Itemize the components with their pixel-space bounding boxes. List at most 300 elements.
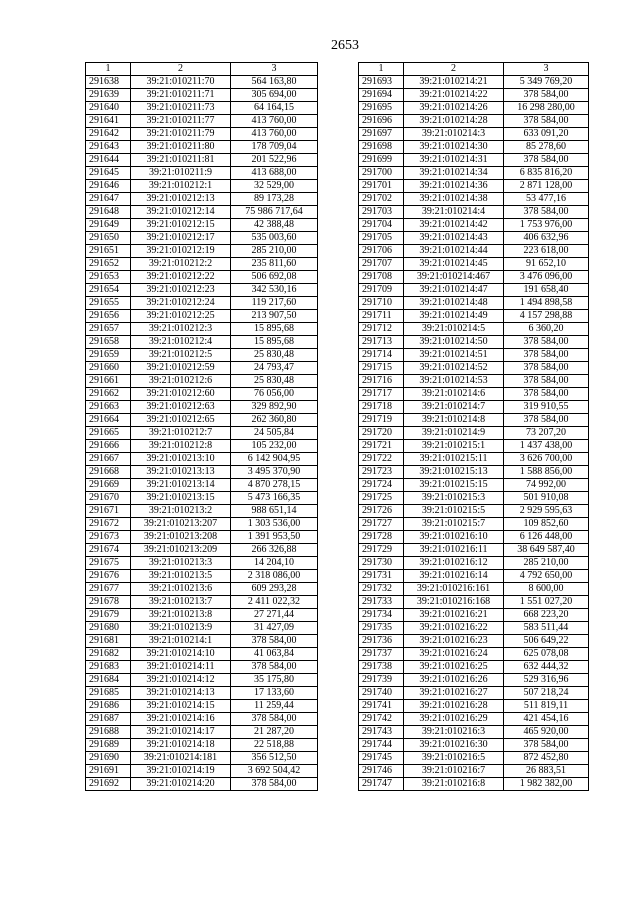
- table-row: [359, 427, 589, 440]
- cadastral-value-cell: 1 437 438,00: [504, 440, 589, 453]
- cadastral-value-cell: 11 259,44: [231, 700, 318, 713]
- cadastral-number-cell: 39:21:010214:20: [131, 778, 231, 791]
- cadastral-value-cell: 235 811,60: [231, 258, 318, 271]
- record-number-cell: 291687: [86, 713, 131, 726]
- record-number-cell: 291689: [86, 739, 131, 752]
- cadastral-value-cell: 5 473 166,35: [231, 492, 318, 505]
- record-number-cell: 291648: [86, 206, 131, 219]
- table-row: [359, 375, 589, 388]
- cadastral-value-cell: 872 452,80: [504, 752, 589, 765]
- cadastral-number-cell: 39:21:010216:30: [404, 739, 504, 752]
- cadastral-number-cell: 39:21:010212:3: [131, 323, 231, 336]
- table-row: [86, 141, 318, 154]
- cadastral-number-cell: 39:21:010216:5: [404, 752, 504, 765]
- cadastral-number-cell: 39:21:010216:161: [404, 583, 504, 596]
- record-number-cell: 291674: [86, 544, 131, 557]
- cadastral-value-cell: 73 207,20: [504, 427, 589, 440]
- cadastral-value-cell: 632 444,32: [504, 661, 589, 674]
- cadastral-value-cell: 14 204,10: [231, 557, 318, 570]
- register-table-right: [358, 62, 589, 791]
- table-row: [86, 453, 318, 466]
- record-number-cell: 291713: [359, 336, 404, 349]
- table-row: [359, 271, 589, 284]
- cadastral-number-cell: 39:21:010214:30: [404, 141, 504, 154]
- record-number-cell: 291657: [86, 323, 131, 336]
- cadastral-value-cell: 378 584,00: [504, 388, 589, 401]
- cadastral-number-cell: 39:21:010214:36: [404, 180, 504, 193]
- table-row: [359, 661, 589, 674]
- record-number-cell: 291672: [86, 518, 131, 531]
- record-number-cell: 291662: [86, 388, 131, 401]
- cadastral-value-cell: 609 293,28: [231, 583, 318, 596]
- cadastral-value-cell: 17 133,60: [231, 687, 318, 700]
- record-number-cell: 291705: [359, 232, 404, 245]
- table-row: [86, 544, 318, 557]
- cadastral-number-cell: 39:21:010214:181: [131, 752, 231, 765]
- record-number-cell: 291686: [86, 700, 131, 713]
- cadastral-value-cell: 24 793,47: [231, 362, 318, 375]
- cadastral-number-cell: 39:21:010214:4: [404, 206, 504, 219]
- cadastral-number-cell: 39:21:010213:8: [131, 609, 231, 622]
- record-number-cell: 291743: [359, 726, 404, 739]
- cadastral-value-cell: 2 929 595,63: [504, 505, 589, 518]
- table-row: [86, 180, 318, 193]
- cadastral-value-cell: 35 175,80: [231, 674, 318, 687]
- cadastral-number-cell: 39:21:010211:80: [131, 141, 231, 154]
- cadastral-number-cell: 39:21:010216:25: [404, 661, 504, 674]
- table-row: [359, 154, 589, 167]
- table-row: [359, 206, 589, 219]
- table-row: [86, 752, 318, 765]
- record-number-cell: 291659: [86, 349, 131, 362]
- cadastral-value-cell: 25 830,48: [231, 375, 318, 388]
- table-row: [359, 180, 589, 193]
- table-row: [86, 726, 318, 739]
- cadastral-number-cell: 39:21:010212:22: [131, 271, 231, 284]
- cadastral-number-cell: 39:21:010214:28: [404, 115, 504, 128]
- table-row: [86, 583, 318, 596]
- cadastral-value-cell: 1 588 856,00: [504, 466, 589, 479]
- table-row: [86, 518, 318, 531]
- cadastral-number-cell: 39:21:010216:10: [404, 531, 504, 544]
- cadastral-value-cell: 378 584,00: [504, 89, 589, 102]
- cadastral-number-cell: 39:21:010216:7: [404, 765, 504, 778]
- cadastral-value-cell: 378 584,00: [231, 661, 318, 674]
- record-number-cell: 291736: [359, 635, 404, 648]
- table-row: [359, 479, 589, 492]
- cadastral-value-cell: 213 907,50: [231, 310, 318, 323]
- cadastral-number-cell: 39:21:010214:8: [404, 414, 504, 427]
- cadastral-value-cell: 6 360,20: [504, 323, 589, 336]
- cadastral-number-cell: 39:21:010213:14: [131, 479, 231, 492]
- cadastral-number-cell: 39:21:010212:65: [131, 414, 231, 427]
- cadastral-value-cell: 223 618,00: [504, 245, 589, 258]
- table-row: [86, 479, 318, 492]
- record-number-cell: 291737: [359, 648, 404, 661]
- cadastral-value-cell: 356 512,50: [231, 752, 318, 765]
- cadastral-number-cell: 39:21:010214:10: [131, 648, 231, 661]
- record-number-cell: 291667: [86, 453, 131, 466]
- record-number-cell: 291690: [86, 752, 131, 765]
- record-number-cell: 291735: [359, 622, 404, 635]
- cadastral-number-cell: 39:21:010212:13: [131, 193, 231, 206]
- record-number-cell: 291645: [86, 167, 131, 180]
- cadastral-number-cell: 39:21:010216:12: [404, 557, 504, 570]
- record-number-cell: 291742: [359, 713, 404, 726]
- cadastral-number-cell: 39:21:010211:9: [131, 167, 231, 180]
- cadastral-value-cell: 3 692 504,42: [231, 765, 318, 778]
- cadastral-value-cell: 319 910,55: [504, 401, 589, 414]
- cadastral-number-cell: 39:21:010212:17: [131, 232, 231, 245]
- record-number-cell: 291660: [86, 362, 131, 375]
- cadastral-value-cell: 506 692,08: [231, 271, 318, 284]
- table-row: [359, 583, 589, 596]
- record-number-cell: 291656: [86, 310, 131, 323]
- cadastral-value-cell: 413 688,00: [231, 167, 318, 180]
- cadastral-value-cell: 89 173,28: [231, 193, 318, 206]
- record-number-cell: 291685: [86, 687, 131, 700]
- record-number-cell: 291738: [359, 661, 404, 674]
- record-number-cell: 291707: [359, 258, 404, 271]
- record-number-cell: 291698: [359, 141, 404, 154]
- cadastral-value-cell: 3 495 370,90: [231, 466, 318, 479]
- cadastral-value-cell: 119 217,60: [231, 297, 318, 310]
- record-number-cell: 291712: [359, 323, 404, 336]
- record-number-cell: 291679: [86, 609, 131, 622]
- cadastral-value-cell: 285 210,00: [504, 557, 589, 570]
- table-row: [86, 635, 318, 648]
- cadastral-number-cell: 39:21:010214:1: [131, 635, 231, 648]
- cadastral-number-cell: 39:21:010211:79: [131, 128, 231, 141]
- cadastral-value-cell: 378 584,00: [504, 349, 589, 362]
- cadastral-number-cell: 39:21:010211:77: [131, 115, 231, 128]
- record-number-cell: 291642: [86, 128, 131, 141]
- cadastral-value-cell: 85 278,60: [504, 141, 589, 154]
- table-row: [359, 245, 589, 258]
- cadastral-number-cell: 39:21:010214:6: [404, 388, 504, 401]
- cadastral-value-cell: 42 388,48: [231, 219, 318, 232]
- table-row: [86, 76, 318, 89]
- column-header-1: 1: [359, 63, 404, 76]
- cadastral-value-cell: 64 164,15: [231, 102, 318, 115]
- cadastral-number-cell: 39:21:010212:15: [131, 219, 231, 232]
- table-row: [359, 128, 589, 141]
- cadastral-number-cell: 39:21:010211:71: [131, 89, 231, 102]
- column-header-3: 3: [231, 63, 318, 76]
- register-table-left: [85, 62, 318, 791]
- cadastral-number-cell: 39:21:010214:12: [131, 674, 231, 687]
- record-number-cell: 291654: [86, 284, 131, 297]
- cadastral-value-cell: 191 658,40: [504, 284, 589, 297]
- table-row: [86, 310, 318, 323]
- cadastral-number-cell: 39:21:010216:8: [404, 778, 504, 791]
- table-row: [359, 674, 589, 687]
- cadastral-number-cell: 39:21:010214:11: [131, 661, 231, 674]
- column-header-1: 1: [86, 63, 131, 76]
- record-number-cell: 291658: [86, 336, 131, 349]
- cadastral-value-cell: 305 694,00: [231, 89, 318, 102]
- cadastral-number-cell: 39:21:010215:11: [404, 453, 504, 466]
- cadastral-number-cell: 39:21:010214:45: [404, 258, 504, 271]
- cadastral-value-cell: 465 920,00: [504, 726, 589, 739]
- record-number-cell: 291720: [359, 427, 404, 440]
- cadastral-number-cell: 39:21:010214:18: [131, 739, 231, 752]
- cadastral-number-cell: 39:21:010211:81: [131, 154, 231, 167]
- table-row: [359, 765, 589, 778]
- cadastral-value-cell: 1 551 027,20: [504, 596, 589, 609]
- table-header-row: [359, 63, 589, 76]
- cadastral-value-cell: 378 584,00: [504, 154, 589, 167]
- table-row: [86, 284, 318, 297]
- record-number-cell: 291747: [359, 778, 404, 791]
- table-row: [86, 713, 318, 726]
- cadastral-number-cell: 39:21:010212:8: [131, 440, 231, 453]
- cadastral-value-cell: 2 411 022,32: [231, 596, 318, 609]
- cadastral-value-cell: 31 427,09: [231, 622, 318, 635]
- table-row: [86, 362, 318, 375]
- record-number-cell: 291697: [359, 128, 404, 141]
- table-row: [359, 570, 589, 583]
- cadastral-value-cell: 583 511,44: [504, 622, 589, 635]
- cadastral-value-cell: 15 895,68: [231, 336, 318, 349]
- record-number-cell: 291711: [359, 310, 404, 323]
- cadastral-number-cell: 39:21:010216:11: [404, 544, 504, 557]
- record-number-cell: 291695: [359, 102, 404, 115]
- table-row: [86, 648, 318, 661]
- cadastral-number-cell: 39:21:010216:27: [404, 687, 504, 700]
- cadastral-value-cell: 25 830,48: [231, 349, 318, 362]
- cadastral-value-cell: 266 326,88: [231, 544, 318, 557]
- table-row: [86, 661, 318, 674]
- record-number-cell: 291666: [86, 440, 131, 453]
- cadastral-number-cell: 39:21:010212:14: [131, 206, 231, 219]
- record-number-cell: 291732: [359, 583, 404, 596]
- table-row: [359, 232, 589, 245]
- table-row: [86, 245, 318, 258]
- cadastral-value-cell: 564 163,80: [231, 76, 318, 89]
- cadastral-number-cell: 39:21:010216:22: [404, 622, 504, 635]
- cadastral-number-cell: 39:21:010213:15: [131, 492, 231, 505]
- table-row: [359, 115, 589, 128]
- record-number-cell: 291731: [359, 570, 404, 583]
- table-row: [86, 349, 318, 362]
- cadastral-number-cell: 39:21:010214:31: [404, 154, 504, 167]
- cadastral-number-cell: 39:21:010214:21: [404, 76, 504, 89]
- cadastral-value-cell: 329 892,90: [231, 401, 318, 414]
- cadastral-number-cell: 39:21:010213:7: [131, 596, 231, 609]
- table-row: [359, 752, 589, 765]
- cadastral-value-cell: 3 476 096,00: [504, 271, 589, 284]
- record-number-cell: 291671: [86, 505, 131, 518]
- table-row: [359, 544, 589, 557]
- record-number-cell: 291647: [86, 193, 131, 206]
- cadastral-value-cell: 413 760,00: [231, 115, 318, 128]
- cadastral-number-cell: 39:21:010216:26: [404, 674, 504, 687]
- record-number-cell: 291708: [359, 271, 404, 284]
- table-row: [86, 570, 318, 583]
- record-number-cell: 291716: [359, 375, 404, 388]
- record-number-cell: 291725: [359, 492, 404, 505]
- table-row: [86, 596, 318, 609]
- cadastral-value-cell: 201 522,96: [231, 154, 318, 167]
- record-number-cell: 291727: [359, 518, 404, 531]
- table-row: [359, 297, 589, 310]
- record-number-cell: 291638: [86, 76, 131, 89]
- table-row: [86, 414, 318, 427]
- cadastral-number-cell: 39:21:010216:29: [404, 713, 504, 726]
- cadastral-number-cell: 39:21:010214:17: [131, 726, 231, 739]
- cadastral-value-cell: 421 454,16: [504, 713, 589, 726]
- table-row: [86, 297, 318, 310]
- table-row: [86, 466, 318, 479]
- cadastral-number-cell: 39:21:010215:3: [404, 492, 504, 505]
- record-number-cell: 291722: [359, 453, 404, 466]
- cadastral-number-cell: 39:21:010212:24: [131, 297, 231, 310]
- cadastral-value-cell: 8 600,00: [504, 583, 589, 596]
- record-number-cell: 291681: [86, 635, 131, 648]
- cadastral-number-cell: 39:21:010212:4: [131, 336, 231, 349]
- cadastral-value-cell: 5 349 769,20: [504, 76, 589, 89]
- table-row: [359, 362, 589, 375]
- cadastral-number-cell: 39:21:010213:5: [131, 570, 231, 583]
- table-row: [359, 440, 589, 453]
- table-row: [86, 440, 318, 453]
- record-number-cell: 291741: [359, 700, 404, 713]
- record-number-cell: 291664: [86, 414, 131, 427]
- record-number-cell: 291719: [359, 414, 404, 427]
- record-number-cell: 291740: [359, 687, 404, 700]
- cadastral-number-cell: 39:21:010214:52: [404, 362, 504, 375]
- record-number-cell: 291676: [86, 570, 131, 583]
- cadastral-value-cell: 1 753 976,00: [504, 219, 589, 232]
- table-row: [359, 310, 589, 323]
- record-number-cell: 291665: [86, 427, 131, 440]
- record-number-cell: 291653: [86, 271, 131, 284]
- cadastral-number-cell: 39:21:010212:6: [131, 375, 231, 388]
- cadastral-number-cell: 39:21:010212:23: [131, 284, 231, 297]
- record-number-cell: 291691: [86, 765, 131, 778]
- cadastral-number-cell: 39:21:010216:24: [404, 648, 504, 661]
- record-number-cell: 291726: [359, 505, 404, 518]
- record-number-cell: 291661: [86, 375, 131, 388]
- table-row: [359, 336, 589, 349]
- table-row: [359, 778, 589, 791]
- table-row: [86, 622, 318, 635]
- record-number-cell: 291739: [359, 674, 404, 687]
- table-row: [86, 778, 318, 791]
- cadastral-value-cell: 633 091,20: [504, 128, 589, 141]
- table-row: [359, 414, 589, 427]
- table-row: [86, 219, 318, 232]
- cadastral-number-cell: 39:21:010214:43: [404, 232, 504, 245]
- table-row: [359, 648, 589, 661]
- cadastral-value-cell: 378 584,00: [504, 336, 589, 349]
- table-row: [359, 635, 589, 648]
- record-number-cell: 291715: [359, 362, 404, 375]
- cadastral-value-cell: 4 792 650,00: [504, 570, 589, 583]
- cadastral-value-cell: 501 910,08: [504, 492, 589, 505]
- record-number-cell: 291644: [86, 154, 131, 167]
- table-row: [359, 141, 589, 154]
- cadastral-number-cell: 39:21:010214:51: [404, 349, 504, 362]
- cadastral-number-cell: 39:21:010213:2: [131, 505, 231, 518]
- cadastral-value-cell: 988 651,14: [231, 505, 318, 518]
- table-row: [86, 505, 318, 518]
- record-number-cell: 291699: [359, 154, 404, 167]
- cadastral-value-cell: 378 584,00: [231, 713, 318, 726]
- table-row: [359, 284, 589, 297]
- table-row: [359, 388, 589, 401]
- cadastral-value-cell: 3 626 700,00: [504, 453, 589, 466]
- cadastral-number-cell: 39:21:010215:1: [404, 440, 504, 453]
- record-number-cell: 291704: [359, 219, 404, 232]
- table-row: [359, 596, 589, 609]
- cadastral-value-cell: 4 157 298,88: [504, 310, 589, 323]
- record-number-cell: 291721: [359, 440, 404, 453]
- cadastral-value-cell: 6 835 816,20: [504, 167, 589, 180]
- record-number-cell: 291682: [86, 648, 131, 661]
- table-row: [359, 609, 589, 622]
- cadastral-number-cell: 39:21:010214:26: [404, 102, 504, 115]
- table-row: [86, 492, 318, 505]
- cadastral-number-cell: 39:21:010214:3: [404, 128, 504, 141]
- cadastral-number-cell: 39:21:010215:7: [404, 518, 504, 531]
- record-number-cell: 291734: [359, 609, 404, 622]
- record-number-cell: 291670: [86, 492, 131, 505]
- cadastral-number-cell: 39:21:010214:22: [404, 89, 504, 102]
- table-row: [359, 492, 589, 505]
- record-number-cell: 291723: [359, 466, 404, 479]
- cadastral-number-cell: 39:21:010212:25: [131, 310, 231, 323]
- cadastral-number-cell: 39:21:010213:6: [131, 583, 231, 596]
- table-row: [86, 323, 318, 336]
- record-number-cell: 291729: [359, 544, 404, 557]
- record-number-cell: 291733: [359, 596, 404, 609]
- record-number-cell: 291663: [86, 401, 131, 414]
- record-number-cell: 291710: [359, 297, 404, 310]
- table-header-row: [86, 63, 318, 76]
- cadastral-number-cell: 39:21:010211:70: [131, 76, 231, 89]
- cadastral-number-cell: 39:21:010213:208: [131, 531, 231, 544]
- cadastral-value-cell: 262 360,80: [231, 414, 318, 427]
- table-row: [359, 466, 589, 479]
- table-row: [359, 219, 589, 232]
- cadastral-number-cell: 39:21:010213:209: [131, 544, 231, 557]
- cadastral-value-cell: 16 298 280,00: [504, 102, 589, 115]
- cadastral-number-cell: 39:21:010215:15: [404, 479, 504, 492]
- record-number-cell: 291744: [359, 739, 404, 752]
- table-row: [359, 518, 589, 531]
- table-row: [86, 89, 318, 102]
- cadastral-value-cell: 378 584,00: [504, 739, 589, 752]
- table-row: [86, 232, 318, 245]
- table-row: [86, 388, 318, 401]
- cadastral-value-cell: 76 056,00: [231, 388, 318, 401]
- record-number-cell: 291683: [86, 661, 131, 674]
- cadastral-value-cell: 378 584,00: [504, 362, 589, 375]
- table-row: [86, 401, 318, 414]
- cadastral-number-cell: 39:21:010213:207: [131, 518, 231, 531]
- record-number-cell: 291677: [86, 583, 131, 596]
- table-row: [359, 401, 589, 414]
- table-row: [86, 674, 318, 687]
- cadastral-number-cell: 39:21:010212:60: [131, 388, 231, 401]
- table-row: [86, 115, 318, 128]
- cadastral-number-cell: 39:21:010215:5: [404, 505, 504, 518]
- record-number-cell: 291649: [86, 219, 131, 232]
- cadastral-value-cell: 4 870 278,15: [231, 479, 318, 492]
- table-row: [359, 505, 589, 518]
